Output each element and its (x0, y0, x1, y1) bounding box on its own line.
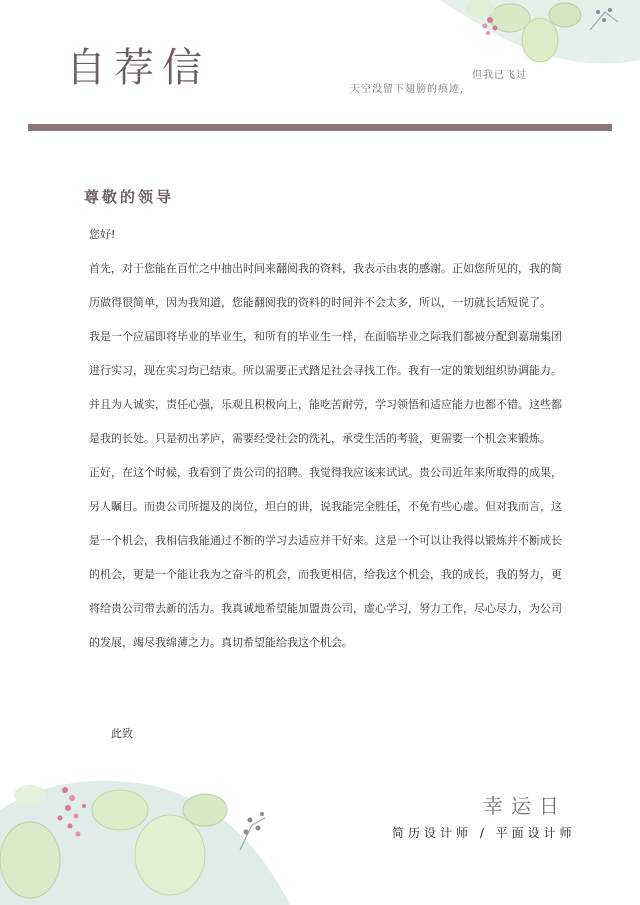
letter-paragraph: 我是一个应届即将毕业的毕业生，和所有的毕业生一样，在面临毕业之际我们都被分配到嘉瑞集团进行实习，现在实习均已结束。所以需要正式踏足社会寻找工作。我有一定的策划组织协调能力。并且为人诚实，责任心强，乐观且积极向上，能吃苦耐劳，学习领悟和适应能力也都不错。这些都是我的长处。只是初出茅庐，需要经受社会的洗礼，承受生活的考验，更需要一个机会来锻炼。 (89, 330, 562, 445)
floral-decoration-top (440, 0, 640, 80)
letter-closing: 此致 (111, 727, 133, 740)
signature-roles: 简历设计师 / 平面设计师 (392, 826, 576, 840)
header-divider (28, 124, 612, 131)
slogan-line-1: 但我已飞过 (472, 70, 527, 81)
letter-paragraph: 正好，在这个时候，我看到了贵公司的招聘。我觉得我应该来试试。贵公司近年来所取得的成果，另人瞩目。而贵公司所提及的岗位，坦白的讲，说我能完全胜任，不免有些心虚。但对我而言，这是一个机会，我相信我能通过不断的学习去适应并干好来。这是一个可以让我得以锻炼并不断成长的机会，更是一个能让我为之奋斗的机会，而我更相信，给我这个机会，我的成长，我的努力，更将给贵公司带去新的活力。我真诚地希望能加盟贵公司，虚心学习，努力工作，尽心尽力，为公司的发展，竭尽我绵薄之力。真切希望能给我这个机会。 (89, 466, 562, 649)
signature-name: 幸运日 (483, 794, 567, 818)
letter-body (89, 218, 569, 660)
letter-heading: 尊敬的领导 (84, 188, 175, 206)
floral-decoration-bottom (0, 770, 290, 905)
slogan-line-2: 天空没留下翅膀的痕迹, (350, 84, 465, 95)
letter-greeting: 您好! (89, 228, 116, 241)
page-title: 自荐信 (66, 45, 210, 91)
letter-paragraph: 首先，对于您能在百忙之中抽出时间来翻阅我的资料，我表示由衷的感谢。正如您所见的，我的简历做得很简单，因为我知道，您能翻阅我的资料的时间并不会太多，所以，一切就长话短说了。 (89, 262, 562, 309)
